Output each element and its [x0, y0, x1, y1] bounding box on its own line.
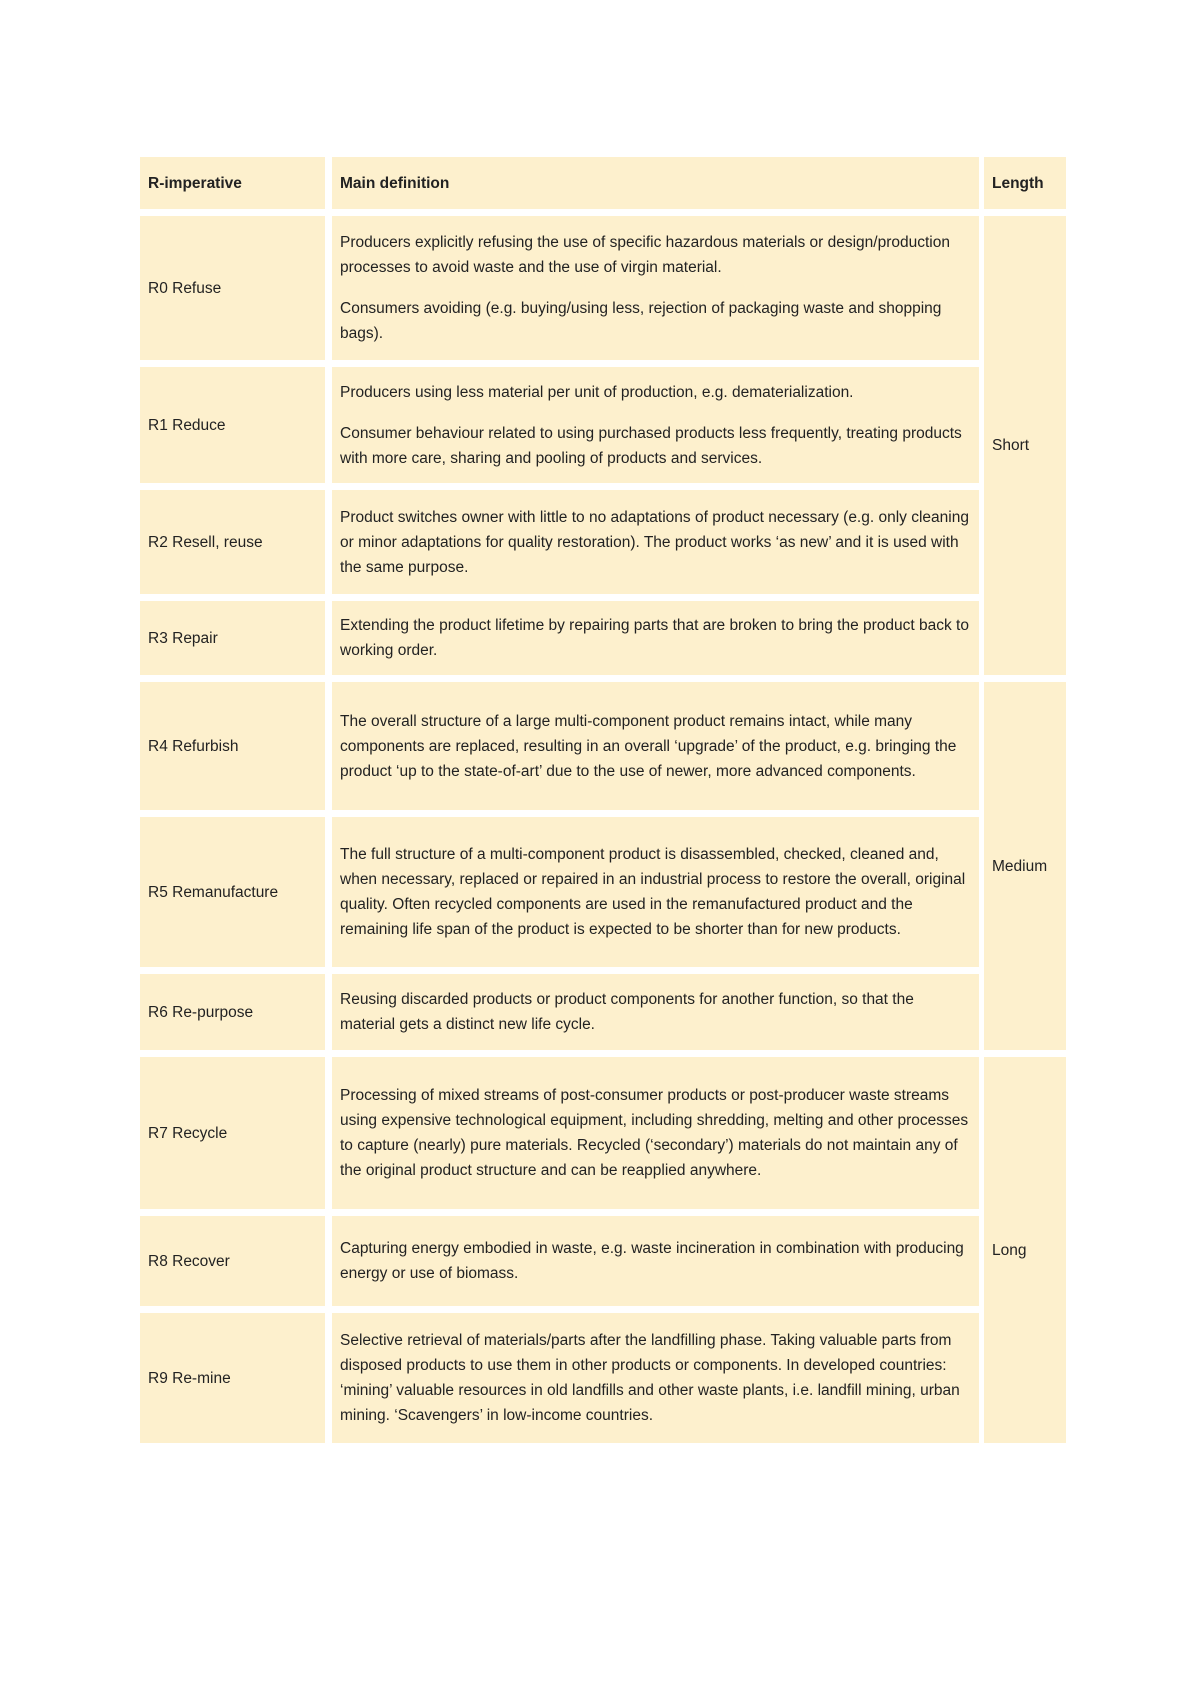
definition-cell — [332, 490, 984, 594]
r-imperatives-table — [140, 150, 1066, 1450]
table-row — [140, 490, 1066, 594]
definition-paragraph: The overall structure of a large multi-component product remains intact, while many components are replaced, resulting in an overall ‘upgrade’ of the product, e.g. bringing the product ‘up to the state-of-art’ due to the use of newer, more advanced components. — [340, 712, 957, 780]
definition-paragraph: Producers using less material per unit of production, e.g. dematerialization. — [340, 383, 854, 401]
table-row — [140, 1313, 1066, 1443]
length-cell-short: Short — [984, 216, 1066, 675]
definition-paragraph: Extending the product lifetime by repairing parts that are broken to bring the product back to working order. — [340, 617, 969, 659]
imperative-cell: R3 Repair — [140, 601, 332, 675]
length-cell-long: Long — [984, 1057, 1066, 1443]
definition-cell — [332, 367, 984, 483]
definition-cell — [332, 682, 984, 810]
definition-paragraph: The full structure of a multi-component product is disassembled, checked, cleaned and, when necessary, replaced or repaired in an industrial process to restore the overall, original quality. Often recycled components are used in the remanufactured product and the remaining life span of the product is expected to be shorter than for new products. — [340, 846, 966, 938]
table-row — [140, 974, 1066, 1050]
imperative-cell: R8 Recover — [140, 1216, 332, 1306]
table-row — [140, 682, 1066, 810]
table-row — [140, 367, 1066, 483]
table-row — [140, 601, 1066, 675]
definition-cell — [332, 974, 984, 1050]
definition-paragraph: Selective retrieval of materials/parts after the landfilling phase. Taking valuable parts from disposed products to use them in other products or components. In developed countries: ‘mining’ valuable resources in old landfills and other waste plants, i.e. landfill mining, urban mining. ‘Scavengers’ in low-income countries. — [340, 1332, 960, 1424]
table-row — [140, 817, 1066, 967]
definition-cell — [332, 817, 984, 967]
definition-cell — [332, 601, 984, 675]
imperative-cell: R0 Refuse — [140, 216, 332, 360]
definition-cell — [332, 216, 984, 360]
imperative-cell: R6 Re-purpose — [140, 974, 332, 1050]
imperative-cell: R1 Reduce — [140, 367, 332, 483]
table-row — [140, 1057, 1066, 1209]
definition-cell — [332, 1313, 984, 1443]
definition-paragraph: Consumers avoiding (e.g. buying/using less, rejection of packaging waste and shopping bags). — [340, 300, 942, 342]
header-length: Length — [984, 157, 1066, 209]
table-row — [140, 1216, 1066, 1306]
definition-paragraph: Product switches owner with little to no adaptations of product necessary (e.g. only cleaning or minor adaptations for quality restoration). The product works ‘as new’ and it is used with the same purpose. — [340, 508, 969, 576]
length-cell-medium: Medium — [984, 682, 1066, 1050]
imperative-cell: R5 Remanufacture — [140, 817, 332, 967]
imperative-cell: R7 Recycle — [140, 1057, 332, 1209]
imperative-cell: R9 Re-mine — [140, 1313, 332, 1443]
definition-cell — [332, 1216, 984, 1306]
table-header-row — [140, 157, 1066, 209]
definition-paragraph: Capturing energy embodied in waste, e.g. waste incineration in combination with producing energy or use of biomass. — [340, 1240, 964, 1282]
definition-paragraph: Producers explicitly refusing the use of specific hazardous materials or design/production processes to avoid waste and the use of virgin material. — [340, 234, 950, 276]
definition-paragraph: Processing of mixed streams of post-consumer products or post-producer waste streams using expensive technological equipment, including shredding, melting and other processes to capture (nearly) pure materials. Recycled (‘secondary’) materials do not maintain any of the original product structure and can be reapplied anywhere. — [340, 1087, 969, 1179]
header-r-imperative: R-imperative — [140, 157, 332, 209]
table-row — [140, 216, 1066, 360]
definition-paragraph: Consumer behaviour related to using purchased products less frequently, treating products with more care, sharing and pooling of products and services. — [340, 424, 962, 467]
definition-paragraph: Reusing discarded products or product components for another function, so that the material gets a distinct new life cycle. — [340, 991, 914, 1033]
imperative-cell: R2 Resell, reuse — [140, 490, 332, 594]
imperative-cell: R4 Refurbish — [140, 682, 332, 810]
definition-cell — [332, 1057, 984, 1209]
header-main-definition: Main definition — [332, 157, 984, 209]
